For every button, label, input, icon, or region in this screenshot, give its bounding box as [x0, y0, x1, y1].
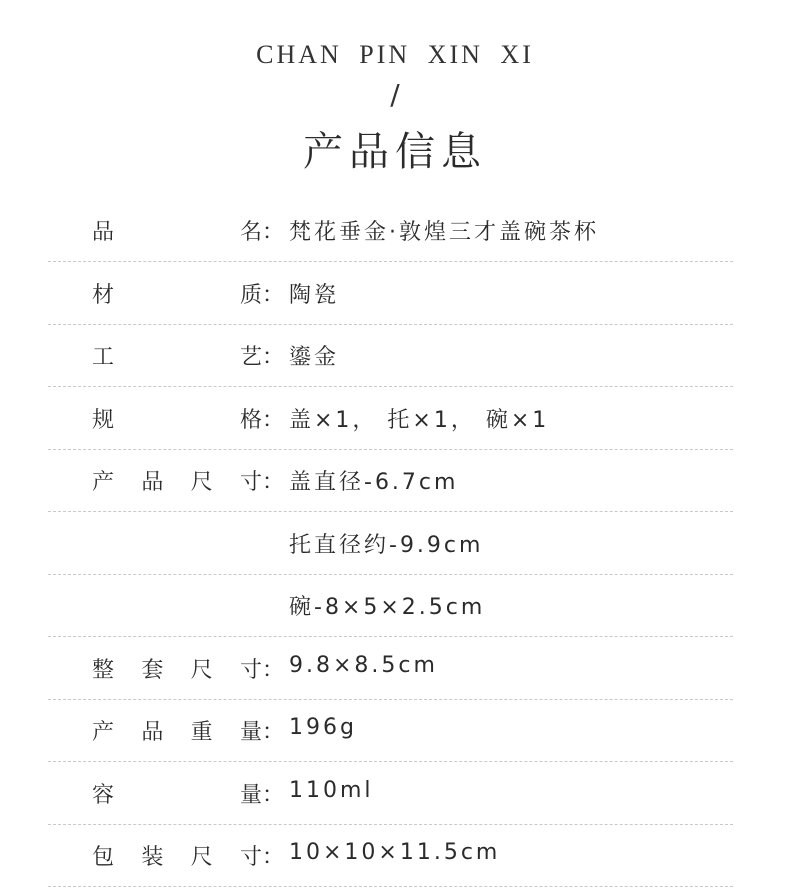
spec-label-char: 寸: [239, 845, 262, 870]
spec-row: [48, 575, 733, 637]
spec-value: 托直径约-9.9cm: [289, 532, 484, 558]
spec-value: 9.8×8.5cm: [289, 652, 438, 678]
spec-value: 陶瓷: [289, 282, 340, 308]
spec-label-char: 容: [92, 782, 115, 808]
spec-colon: ：: [262, 345, 285, 370]
spec-row: [48, 700, 733, 762]
spec-label: [92, 465, 262, 496]
spec-label-char: 材: [92, 282, 115, 308]
spec-colon: ：: [262, 470, 285, 495]
spec-label-char: 艺: [239, 345, 262, 370]
spec-label-char: 量: [239, 782, 262, 808]
pinyin-title: CHAN PIN XIN XI: [256, 40, 534, 69]
spec-label-char: 尺: [190, 657, 213, 683]
spec-label-char: 装: [141, 845, 164, 870]
spec-label-char: 产: [92, 470, 115, 495]
spec-row: [48, 763, 733, 825]
spec-row: [48, 388, 733, 450]
spec-label-char: 量: [239, 720, 262, 745]
spec-label-char: 品: [141, 720, 164, 745]
spec-colon: ：: [262, 720, 285, 745]
spec-label-char: 寸: [239, 470, 262, 495]
spec-row: [48, 200, 733, 262]
spec-label-char: 尺: [190, 470, 213, 495]
spec-row: [48, 825, 733, 887]
spec-label-char: 寸: [239, 657, 262, 683]
spec-label: [92, 653, 262, 684]
spec-colon: ：: [262, 657, 285, 683]
spec-value: 碗-8×5×2.5cm: [289, 595, 486, 620]
spec-value: 196g: [289, 715, 357, 740]
spec-label-char: 质: [239, 282, 262, 308]
spec-label: [92, 840, 262, 871]
spec-label-char: 规: [92, 407, 115, 433]
spec-label-char: 工: [92, 345, 115, 370]
spec-colon: ：: [262, 782, 285, 808]
spec-label-char: 整: [92, 657, 115, 683]
spec-label-char: 套: [141, 657, 164, 683]
spec-value: 鎏金: [289, 345, 340, 370]
spec-row: [48, 638, 733, 700]
spec-label: [92, 278, 262, 309]
page-title: 产品信息: [303, 129, 487, 175]
spec-value: 梵花垂金·敦煌三才盖碗茶杯: [289, 220, 599, 245]
spec-label-char: 重: [190, 720, 213, 745]
spec-colon: ：: [262, 282, 285, 308]
spec-colon: ：: [262, 220, 285, 245]
spec-value: 盖直径-6.7cm: [289, 470, 459, 495]
spec-label: [92, 715, 262, 746]
spec-label-char: 尺: [190, 845, 213, 870]
spec-label: [92, 778, 262, 809]
slash-divider: /: [390, 78, 400, 111]
spec-row: [48, 450, 733, 512]
spec-label-char: 品: [92, 220, 115, 245]
spec-colon: ：: [262, 407, 285, 433]
spec-value: 10×10×11.5cm: [289, 840, 501, 865]
spec-value: 盖×1， 托×1， 碗×1: [289, 407, 550, 433]
spec-row: [48, 263, 733, 325]
spec-label-char: 格: [239, 407, 262, 433]
spec-label-char: 品: [141, 470, 164, 495]
spec-label: [92, 403, 262, 434]
spec-label: [92, 340, 262, 371]
dashed-divider: [48, 886, 733, 887]
spec-colon: ：: [262, 845, 285, 870]
spec-label: [92, 215, 262, 246]
spec-row: [48, 325, 733, 387]
spec-label-char: 包: [92, 845, 115, 870]
spec-label-char: 产: [92, 720, 115, 745]
spec-label-char: 名: [239, 220, 262, 245]
spec-value: 110ml: [289, 777, 374, 803]
spec-row: [48, 513, 733, 575]
